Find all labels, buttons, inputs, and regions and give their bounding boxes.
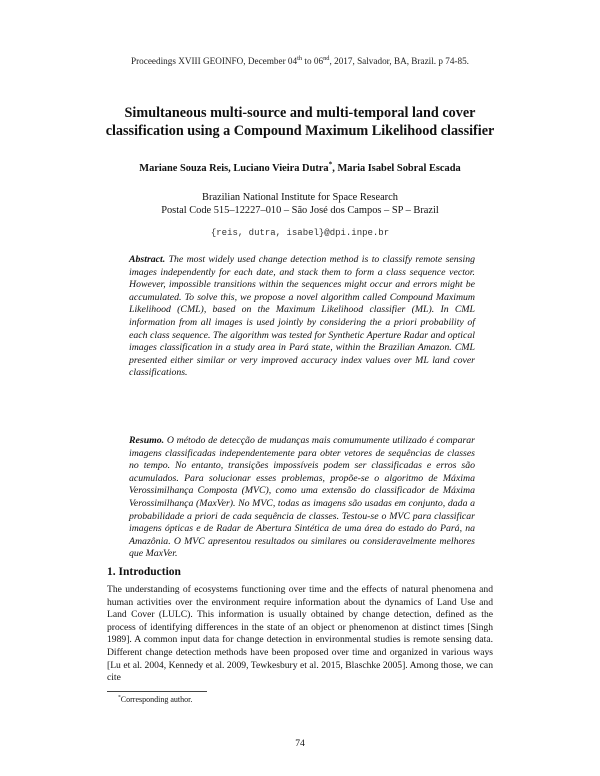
affiliation-line-2: Postal Code 515–12227–010 – São José dos Campos – SP – Brazil: [161, 205, 439, 216]
abstract-portuguese: [129, 435, 475, 561]
abstract-text: The most widely used change detection method is to classify remote sensing images independently for each date, and stack them to form a class sequence vector. However, impossible transitions within the sequences might occur and errors might be accumulated. To solve this, we propose a novel algorithm called Compound Maximum Likelihood (CML), based on the Maximum Likelihood classifier (ML). In CML information from all images is used jointly by considering the a priori probability of each class sequence. The algorithm was tested for Synthetic Aperture Radar and optical images classification in a study area in Pará state, within the Brazilian Amazon. CML presented either similar or very improved accuracy index values over ML land cover classifications.: [129, 254, 475, 379]
paper-title: Simultaneous multi-source and multi-temporal land cover classification using a Compound Maximum Likelihood classifier: [105, 105, 495, 139]
running-head: Proceedings XVIII GEOINFO, December 04th to 06nd, 2017, Salvador, BA, Brazil. p 74-85.: [131, 54, 469, 66]
section-heading-introduction: 1. Introduction: [107, 566, 181, 578]
abstract-label: Abstract.: [129, 254, 166, 265]
resumo-text: O método de detecção de mudanças mais comumumente utilizado é comparar imagens classificadas independentemente para obter vetores de sequências de classes no tempo. No entanto, transições impossíveis podem ser classificadas e erros são acumulados. Para solucionar esses problemas, propõe-se o algoritmo de Máxima Verossimilhança Composta (MVC), como uma extensão do classificador de Máxima Verossimilhança (MaxVer). No MVC, todas as imagens são usadas em conjunto, dada a probabilidade a priori de cada sequência de classes. Testou-se o MVC para classificar imagens ópticas e de Radar de Abertura Sintética de uma área do estado do Pará, na Amazônia. O MVC apresentou resultados ou similares ou consideravelmente melhores que MaxVer.: [129, 435, 475, 560]
footnote-rule: [107, 691, 207, 692]
page-number: 74: [295, 738, 305, 749]
introduction-text: The understanding of ecosystems functioning over time and the effects of natural phenomena and human activities over the environment require information about the dynamics of Land Use and Land Cover (LULC). This information is usually obtained by change detection, defined as the process of identifying differences in the state of an object or phenomenon at distinct times [Singh 1989]. A common input data for change detection in environmental studies is remote sensing data. Different change detection methods have been proposed over time and organized in various ways [Lu et al. 2004, Kennedy et al. 2009, Tewkesbury et al. 2015, Blaschke 2005]. Among those, we can cite: [107, 584, 493, 684]
affiliation: [0, 191, 600, 217]
email: {reis, dutra, isabel}@dpi.inpe.br: [210, 228, 390, 238]
affiliation-line-1: Brazilian National Institute for Space Research: [202, 192, 398, 203]
footnote: *Corresponding author.: [118, 694, 193, 704]
abstract-english: [129, 254, 475, 380]
authors: Mariane Souza Reis, Luciano Vieira Dutra*, Maria Isabel Sobral Escada: [139, 160, 461, 174]
resumo-label: Resumo.: [129, 435, 165, 446]
